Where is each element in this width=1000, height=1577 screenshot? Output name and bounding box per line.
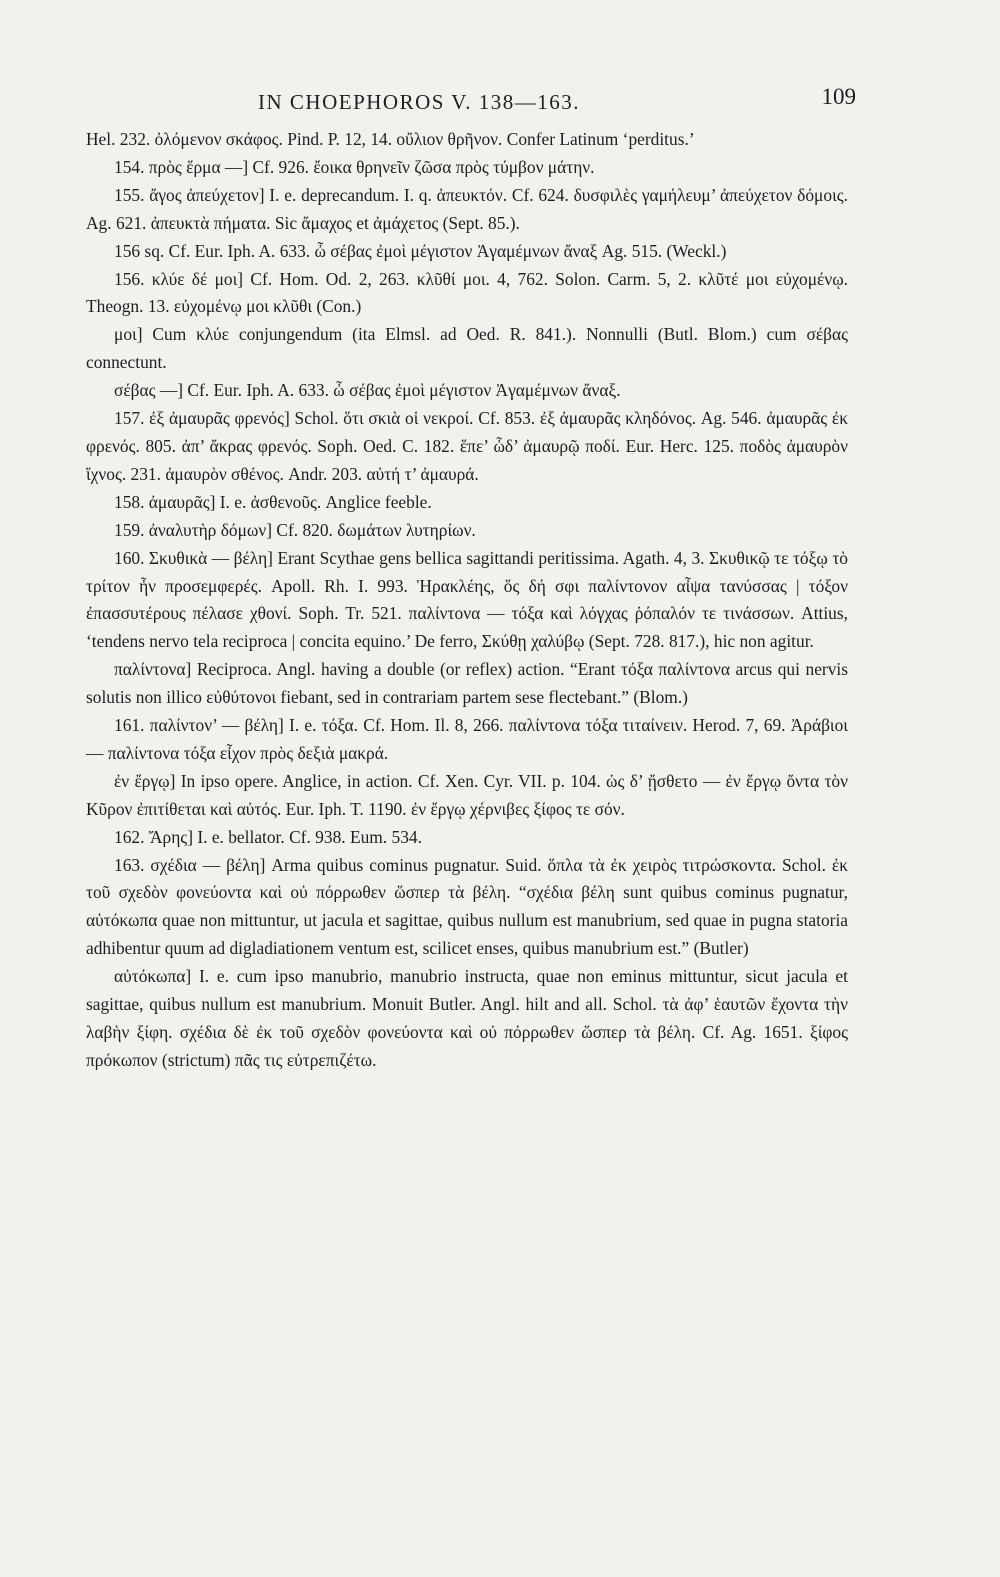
commentary-paragraph: 160. Σκυθικὰ — βέλη] Erant Scythae gens bellica sagittandi peritissima. Agath. 4, 3. Σκυθικῷ τε τόξῳ τὸ τρίτον ἦν προσεμφερές. Apoll. Rh. I. 993. Ἡρακλέης, ὅς δή σφι παλίντονον αἶψα τανύσσας | τόξον ἐπασσυτέρους πέλασε χθονί. Soph. Tr. 521. παλίντονα — τόξα καὶ λόγχας ῥόπαλόν τε τινάσσων. Attius, ‘tendens nervo tela reciproca | concita equino.’ De ferro, Σκύθῃ χαλύβῳ (Sept. 728. 817.), hic non agitur. xyxy=(86,547,848,652)
commentary-paragraph: Hel. 232. ὀλόμενον σκάφος. Pind. P. 12, 14. οὔλιον θρῆνον. Confer Latinum ‘perditus.’ xyxy=(86,129,695,149)
commentary-paragraph: 162. Ἄρης] I. e. bellator. Cf. 938. Eum. 534. xyxy=(114,826,422,847)
commentary-paragraph: 156. κλύε δέ μοι] Cf. Hom. Od. 2, 263. κλῦθί μοι. 4, 762. Solon. Carm. 5, 2. κλῦτέ μοι εὐχομένῳ. Theogn. 13. εὐχομένῳ μοι κλῦθι (Con.) xyxy=(86,268,848,317)
commentary-paragraph: 154. πρὸς ἕρμα —] Cf. 926. ἔοικα θρηνεῖν ζῶσα πρὸς τύμβον μάτην. xyxy=(114,156,595,177)
commentary-paragraph: μοι] Cum κλύε conjungendum (ita Elmsl. ad Oed. R. 841.). Nonnulli (Butl. Blom.) cum σέβας connectunt. xyxy=(86,324,848,373)
commentary-paragraph: 158. ἀμαυρᾶς] I. e. ἀσθενοῦς. Anglice feeble. xyxy=(114,491,432,512)
commentary-paragraph: 163. σχέδια — βέλη] Arma quibus cominus pugnatur. Suid. ὅπλα τὰ ἐκ χειρὸς τιτρώσκοντα. Schol. ἐκ τοῦ σχεδὸν φονεύοντα καὶ οὐ πόρρωθεν ὥσπερ τὰ βέλη. “σχέδια βέλη sunt quibus cominus pugnatur, αὐτόκωπα quae non mittuntur, ut jacula et sagittae, quibus nullum est manubrium, sed quae in pugna statoria adhibentur quum ad digladiationem ventum est, scilicet enses, quibus manubrium est.” (Butler) xyxy=(86,854,848,959)
commentary-paragraph: σέβας —] Cf. Eur. Iph. A. 633. ὦ σέβας ἐμοὶ μέγιστον Ἀγαμέμνων ἄναξ. xyxy=(114,380,621,401)
commentary-paragraph: ἐν ἔργῳ] In ipso opere. Anglice, in action. Cf. Xen. Cyr. VII. p. 104. ὡς δ’ ᾔσθετο — ἐν ἔργῳ ὄντα τὸν Κῦρον ἐπιτίθεται καὶ αὐτός. Eur. Iph. T. 1190. ἐν ἔργῳ χέρνιβες ξίφος τε σόν. xyxy=(86,770,848,819)
commentary-paragraph: 157. ἐξ ἀμαυρᾶς φρενός] Schol. ὅτι σκιὰ οἱ νεκροί. Cf. 853. ἐξ ἀμαυρᾶς κληδόνος. Ag. 546. ἀμαυρᾶς ἐκ φρενός. 805. ἀπ’ ἄκρας φρενός. Soph. Oed. C. 182. ἕπε’ ὧδ’ ἀμαυρῷ ποδί. Eur. Herc. 125. ποδὸς ἀμαυρὸν ἴχνος. 231. ἀμαυρὸν σθένος. Andr. 203. αὐτή τ’ ἀμαυρά. xyxy=(86,408,848,484)
commentary-paragraph: 159. ἀναλυτὴρ δόμων] Cf. 820. δωμάτων λυτηρίων. xyxy=(114,519,476,540)
commentary-paragraph: παλίντονα] Reciproca. Angl. having a double (or reflex) action. “Erant τόξα παλίντονα arcus qui nervis solutis non illico εὐθύτονοι fiebant, sed in contrariam partem sese flectebant.” (Blom.) xyxy=(86,659,848,708)
commentary-paragraph: 156 sq. Cf. Eur. Iph. A. 633. ὦ σέβας ἐμοὶ μέγιστον Ἀγαμέμνων ἄναξ Ag. 515. (Weckl.) xyxy=(114,240,727,261)
commentary-paragraph: 161. παλίντον’ — βέλη] I. e. τόξα. Cf. Hom. Il. 8, 266. παλίντονα τόξα τιταίνειν. Herod. 7, 69. Ἀράβιοι — παλίντονα τόξα εἶχον πρὸς δεξιὰ μακρά. xyxy=(86,715,848,763)
commentary-paragraph: αὐτόκωπα] I. e. cum ipso manubrio, manubrio instructa, quae non eminus mittuntur, sicut jacula et sagittae, quibus nullum est manubrium. Monuit Butler. Angl. hilt and all. Schol. τὰ ἀφ’ ἑαυτῶν ἔχοντα τὴν λαβὴν ξίφη. σχέδια δὲ ἐκ τοῦ σχεδὸν φονεύοντα καὶ οὐ πόρρωθεν ὥσπερ τὰ βέλη. Cf. Ag. 1651. ξίφος πρόκωπον (strictum) πᾶς τις εὐτρεπιζέτω. xyxy=(86,966,848,1070)
running-head xyxy=(86,78,856,122)
page-number: 109 xyxy=(821,84,856,109)
running-title: IN CHOEPHOROS V. 138—163. xyxy=(258,90,581,114)
commentary-paragraph: 155. ἄγος ἀπεύχετον] I. e. deprecandum. I. q. ἀπευκτόν. Cf. 624. δυσφιλὲς γαμήλευμ’ ἀπεύχετον δόμοις. Ag. 621. ἀπευκτὰ πήματα. Sic ἄμαχος et ἀμάχετος (Sept. 85.). xyxy=(86,184,848,233)
commentary-text xyxy=(86,126,848,1075)
